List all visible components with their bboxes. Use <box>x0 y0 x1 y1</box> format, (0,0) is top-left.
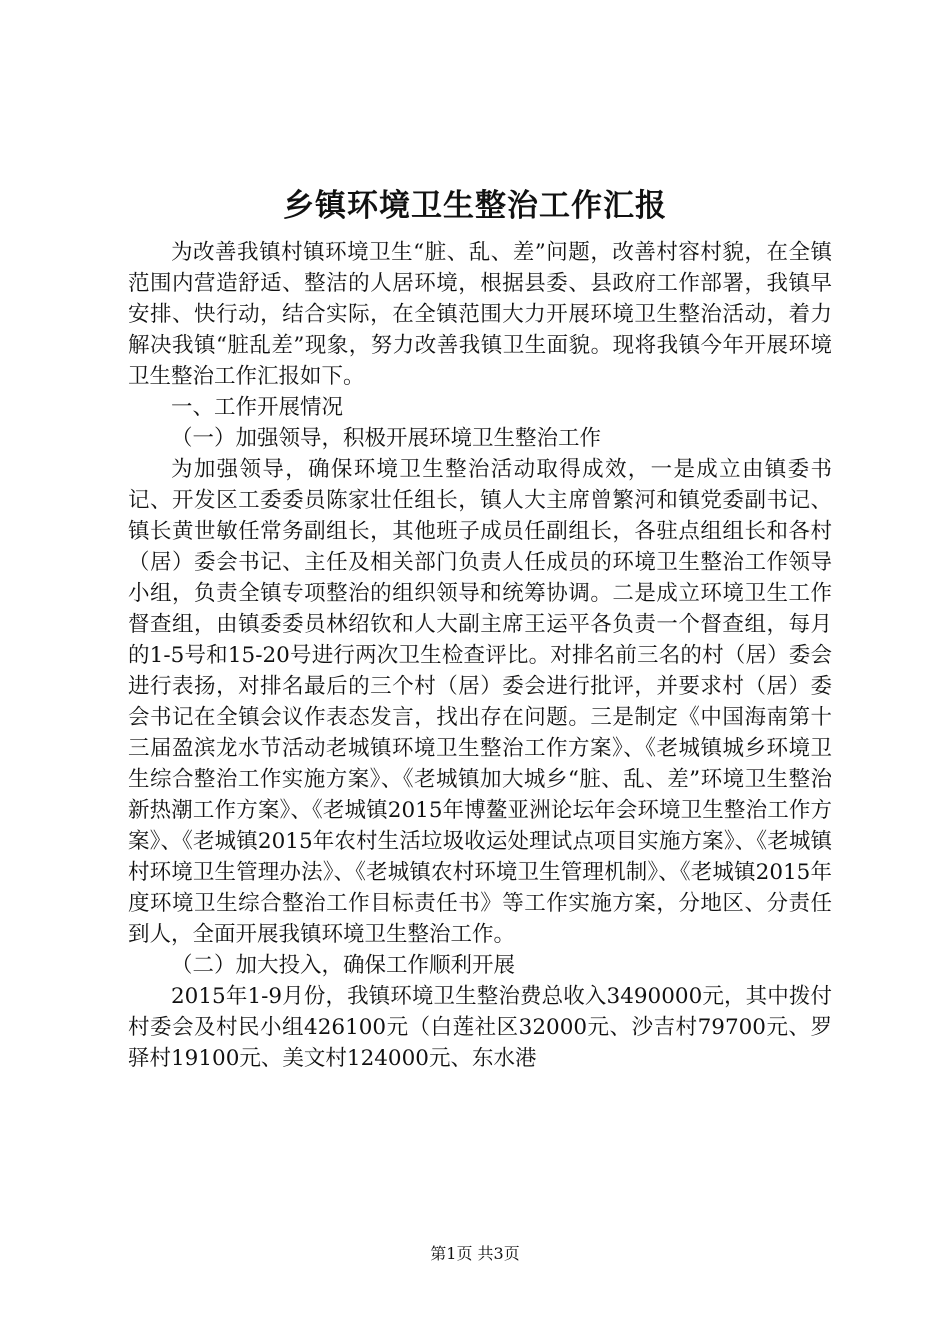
section-heading: 一、工作开展情况 <box>171 395 344 420</box>
subsection-heading: （二）加大投入，确保工作顺利开展 <box>171 953 516 978</box>
investment-paragraph: 2015年1-9月份，我镇环境卫生整治费总收入3490000元，其中拨付村委会及村民小组426100元（白莲社区32000元、沙吉村79700元、罗驿村19100元、美文村124000元、东水港 <box>128 984 832 1071</box>
document-body <box>128 237 832 1074</box>
subsection-heading: （一）加强领导，积极开展环境卫生整治工作 <box>171 426 602 451</box>
document-title: 乡镇环境卫生整治工作汇报 <box>283 188 667 224</box>
intro-paragraph: 为改善我镇村镇环境卫生“脏、乱、差”问题，改善村容村貌，在全镇范围内营造舒适、整洁的人居环境，根据县委、县政府工作部署，我镇早安排、快行动，结合实际，在全镇范围大力开展环境卫生整治活动，着力解决我镇“脏乱差”现象，努力改善我镇卫生面貌。现将我镇今年开展环境卫生整治工作汇报如下。 <box>128 240 832 389</box>
page-footer: 第1页 共3页 <box>430 1244 520 1263</box>
leadership-paragraph: 为加强领导，确保环境卫生整治活动取得成效，一是成立由镇委书记、开发区工委委员陈家壮任组长，镇人大主席曾繁河和镇党委副书记、镇长黄世敏任常务副组长，其他班子成员任副组长，各驻点组组长和各村（居）委会书记、主任及相关部门负责人任成员的环境卫生整治工作领导小组，负责全镇专项整治的组织领导和统筹协调。二是成立环境卫生工作督查组，由镇委委员林绍钦和人大副主席王运平各负责一个督查组，每月的1-5号和15-20号进行两次卫生检查评比。对排名前三名的村（居）委会进行表扬，对排名最后的三个村（居）委会进行批评，并要求村（居）委会书记在全镇会议作表态发言，找出存在问题。三是制定《中国海南第十三届盈滨龙水节活动老城镇环境卫生整治工作方案》、《老城镇城乡环境卫生综合整治工作实施方案》、《老城镇加大城乡“脏、乱、差”环境卫生整治新热潮工作方案》、《老城镇2015年博鳌亚洲论坛年会环境卫生整治工作方案》、《老城镇2015年农村生活垃圾收运处理试点项目实施方案》、《老城镇村环境卫生管理办法》、《老城镇农村环境卫生管理机制》、《老城镇2015年度环境卫生综合整治工作目标责任书》等工作实施方案，分地区、分责任到人，全面开展我镇环境卫生整治工作。 <box>128 457 832 947</box>
